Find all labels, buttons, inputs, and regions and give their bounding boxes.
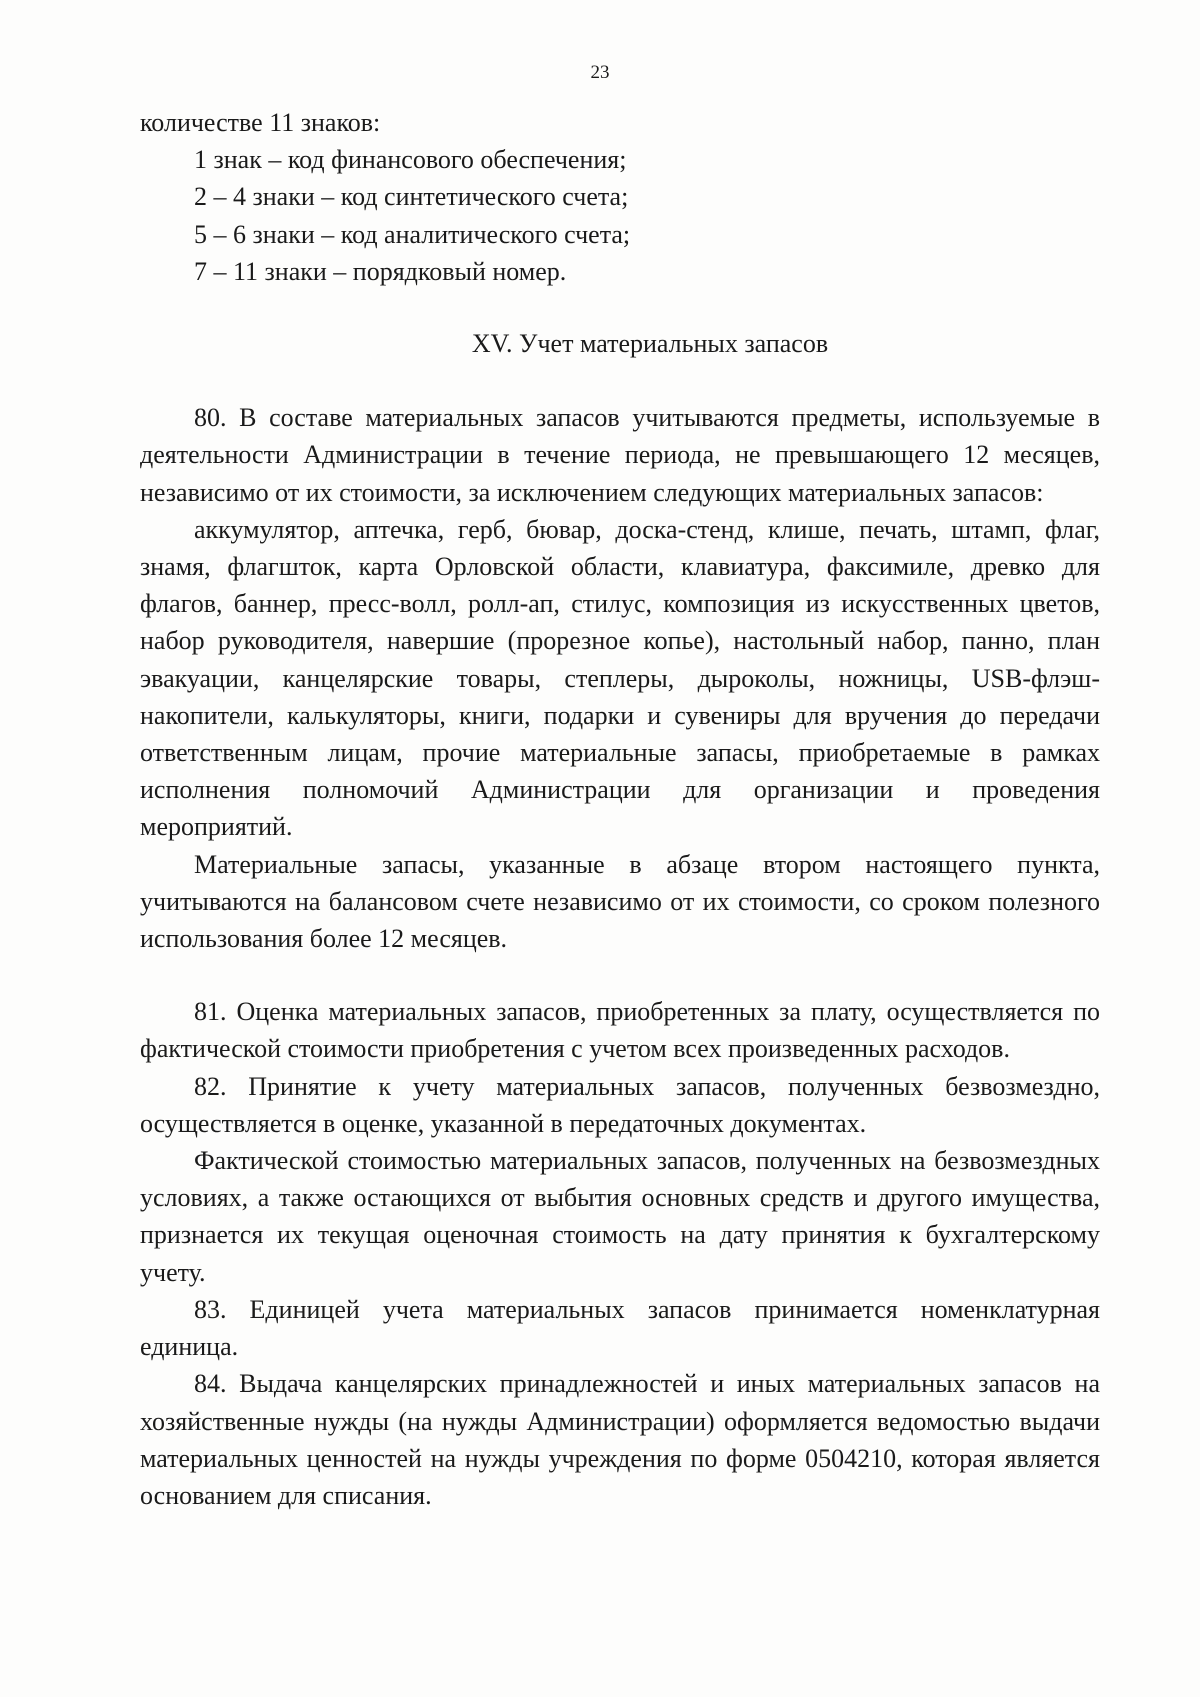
page-number: 23 (590, 62, 610, 83)
list-intro-text: количестве 11 знаков: (140, 108, 381, 137)
list-item: 2 – 4 знаки – код синтетического счета; (194, 182, 629, 212)
list-item: 1 знак – код финансового обеспечения; (194, 145, 627, 175)
document-body (140, 104, 1100, 1514)
paragraph-80-exceptions-list: аккумулятор, аптечка, герб, бювар, доска-стенд, клише, печать, штамп, флаг, знамя, флагшток, карта Орловской области, клавиатура, факсимиле, древко для флагов, баннер, пресс-волл, ролл-ап, стилус, композиция из искусственных цветов, набор руководителя, навершие (прорезное копье), настольный набор, панно, план эвакуации, канцелярские товары, степлеры, дыроколы, ножницы, USB-флэш-накопители, калькуляторы, книги, подарки и сувениры для вручения до передачи ответственным лицам, прочие материальные запасы, приобретаемые в рамках исполнения полномочий Администрации для организации и проведения мероприятий. (140, 514, 1100, 842)
list-item: 7 – 11 знаки – порядковый номер. (194, 256, 567, 286)
paragraph-84: 84. Выдача канцелярских принадлежностей и иных материальных запасов на хозяйственные нужды (на нужды Администрации) оформляется ведомостью выдачи материальных ценностей на нужды учреждения по форме 0504210, которая является основанием для списания. (140, 1369, 1100, 1510)
paragraph-82-note: Фактической стоимостью материальных запасов, полученных на безвозмездных условиях, а также остающихся от выбытия основных средств и другого имущества, признается их текущая оценочная стоимость на дату принятия к бухгалтерскому учету. (140, 1146, 1100, 1287)
paragraph-80-note: Материальные запасы, указанные в абзаце втором настоящего пункта, учитываются на балансовом счете независимо от их стоимости, со сроком полезного использования более 12 месяцев. (140, 849, 1100, 954)
paragraph-82: 82. Принятие к учету материальных запасов, полученных безвозмездно, осуществляется в оценке, указанной в передаточных документах. (140, 1071, 1100, 1138)
paragraph-83: 83. Единицей учета материальных запасов принимается номенклатурная единица. (140, 1294, 1100, 1362)
paragraph-81: 81. Оценка материальных запасов, приобретенных за плату, осуществляется по фактической стоимости приобретения с учетом всех произведенных расходов. (140, 997, 1100, 1064)
paragraph-80: 80. В составе материальных запасов учитываются предметы, используемые в деятельности Администрации в течение периода, не превышающего 12 месяцев, независимо от их стоимости, за исключением следующих материальных запасов: (140, 403, 1100, 507)
list-item: 5 – 6 знаки – код аналитического счета; (194, 219, 631, 249)
section-heading: XV. Учет материальных запасов (471, 329, 829, 359)
